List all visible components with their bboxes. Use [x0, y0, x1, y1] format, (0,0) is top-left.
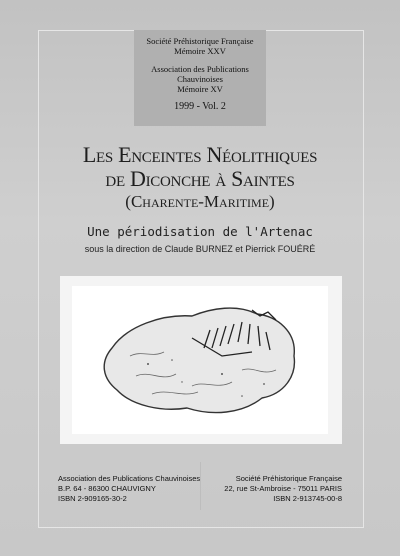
- header-line: Chauvinoises: [177, 74, 223, 84]
- header-line: Mémoire XXV: [174, 46, 226, 56]
- header-line: Association des Publications: [151, 64, 249, 74]
- footer-line: Association des Publications Chauvinoises: [58, 474, 201, 483]
- footer-line: ISBN 2-909165-30-2: [58, 494, 127, 503]
- editors-line: sous la direction de Claude BURNEZ et Pierrick FOUÉRÉ: [84, 244, 316, 254]
- title-line-1: Les Enceintes Néolithiques: [82, 142, 318, 167]
- engraved-stone-icon: [72, 286, 328, 434]
- publisher-left: [58, 474, 200, 504]
- year-volume: 1999 - Vol. 2: [174, 101, 226, 112]
- header-line: Mémoire XV: [177, 84, 223, 94]
- footer-line: B.P. 64 - 86300 CHAUVIGNY: [58, 484, 156, 493]
- footer-line: ISBN 2-913745-00-8: [273, 494, 342, 503]
- title-line-3: (Charente-Maritime): [125, 192, 275, 211]
- footer-line: 22, rue St-Ambroise - 75011 PARIS: [224, 484, 342, 493]
- subtitle: Une périodisation de l'Artenac: [87, 224, 313, 239]
- illustration-frame: [72, 286, 328, 434]
- publisher-right: [224, 474, 342, 504]
- footer-line: Société Préhistorique Française: [235, 474, 342, 483]
- header-line: Société Préhistorique Française: [146, 36, 254, 46]
- title-line-2: de Diconche à Saintes: [105, 166, 295, 191]
- series-header: [134, 30, 266, 126]
